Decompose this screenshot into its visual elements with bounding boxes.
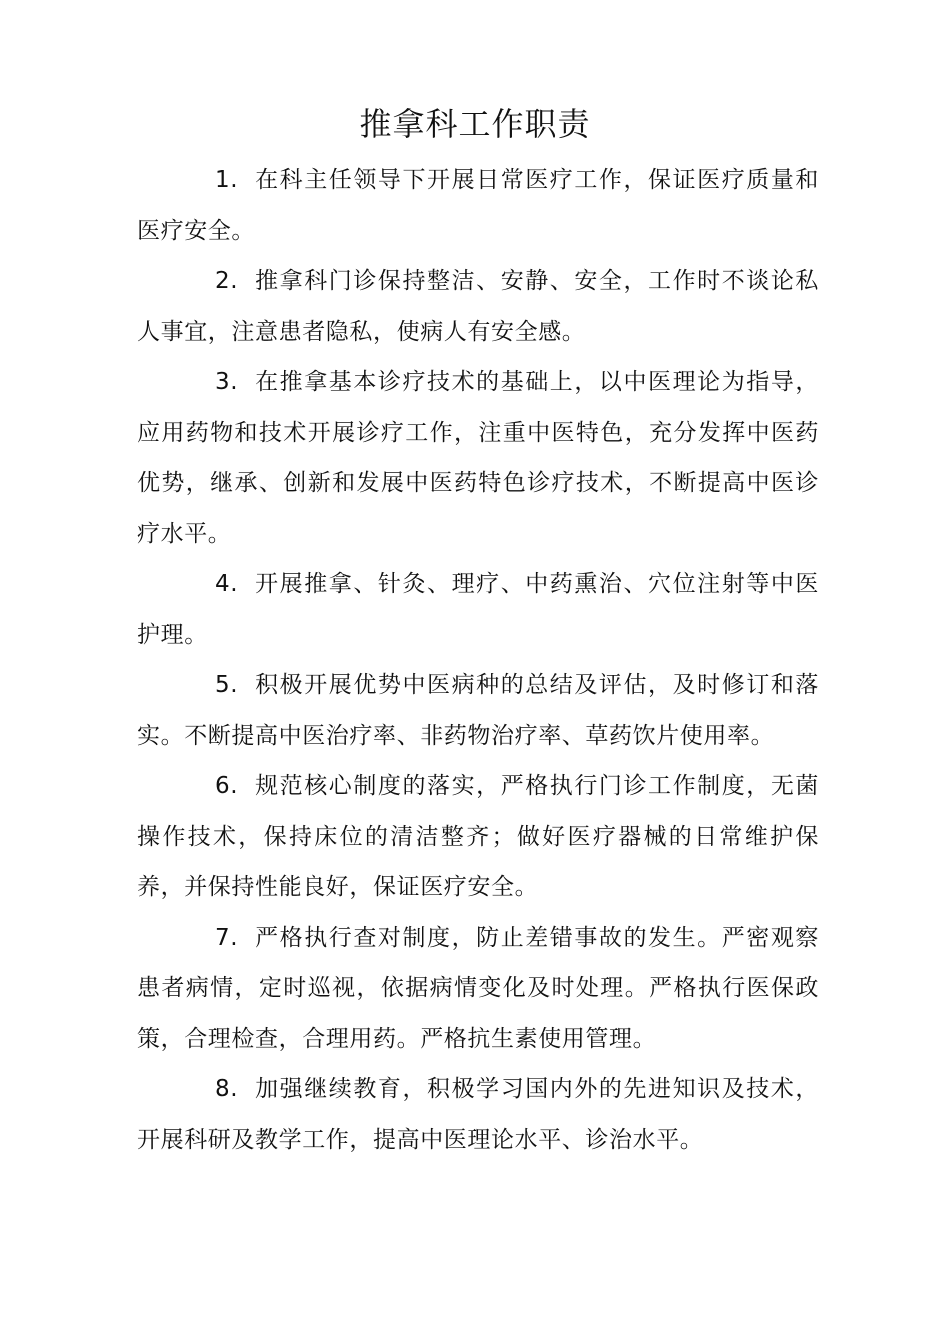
- item-number: 5.: [215, 672, 239, 698]
- duty-item-6: [137, 761, 819, 913]
- item-number: 2.: [215, 268, 239, 294]
- duty-list: [137, 155, 819, 1165]
- item-number: 4.: [215, 571, 239, 597]
- item-text: 严格执行查对制度，防止差错事故的发生。严密观察患者病情，定时巡视，依据病情变化及时处理。严格执行医保政策，合理检查，合理用药。严格抗生素使用管理。: [137, 924, 819, 1052]
- duty-item-4: [137, 559, 819, 660]
- item-text: 积极开展优势中医病种的总结及评估，及时修订和落实。不断提高中医治疗率、非药物治疗率、草药饮片使用率。: [137, 672, 819, 749]
- duty-item-7: [137, 913, 819, 1065]
- duty-item-3: [137, 357, 819, 559]
- item-number: 1.: [215, 167, 239, 193]
- item-text: 开展推拿、针灸、理疗、中药熏治、穴位注射等中医护理。: [137, 571, 819, 648]
- duty-item-8: [137, 1064, 819, 1165]
- item-text: 加强继续教育，积极学习国内外的先进知识及技术，开展科研及教学工作，提高中医理论水平、诊治水平。: [137, 1076, 819, 1153]
- duty-item-2: [137, 256, 819, 357]
- item-number: 8.: [215, 1076, 239, 1102]
- item-text: 在推拿基本诊疗技术的基础上，以中医理论为指导，应用药物和技术开展诊疗工作，注重中医特色，充分发挥中医药优势，继承、创新和发展中医药特色诊疗技术，不断提高中医诊疗水平。: [137, 369, 819, 547]
- item-number: 3.: [215, 369, 239, 395]
- item-number: 6.: [215, 773, 239, 799]
- document-title: 推拿科工作职责: [359, 105, 591, 143]
- item-number: 7.: [215, 924, 239, 951]
- item-text: 推拿科门诊保持整洁、安静、安全，工作时不谈论私人事宜，注意患者隐私，使病人有安全感。: [137, 268, 819, 345]
- item-text: 在科主任领导下开展日常医疗工作，保证医疗质量和医疗安全。: [137, 167, 819, 244]
- duty-item-1: [137, 155, 819, 256]
- item-text: 规范核心制度的落实，严格执行门诊工作制度，无菌操作技术，保持床位的清洁整齐；做好医疗器械的日常维护保养，并保持性能良好，保证医疗安全。: [137, 773, 819, 900]
- duty-item-5: [137, 660, 819, 761]
